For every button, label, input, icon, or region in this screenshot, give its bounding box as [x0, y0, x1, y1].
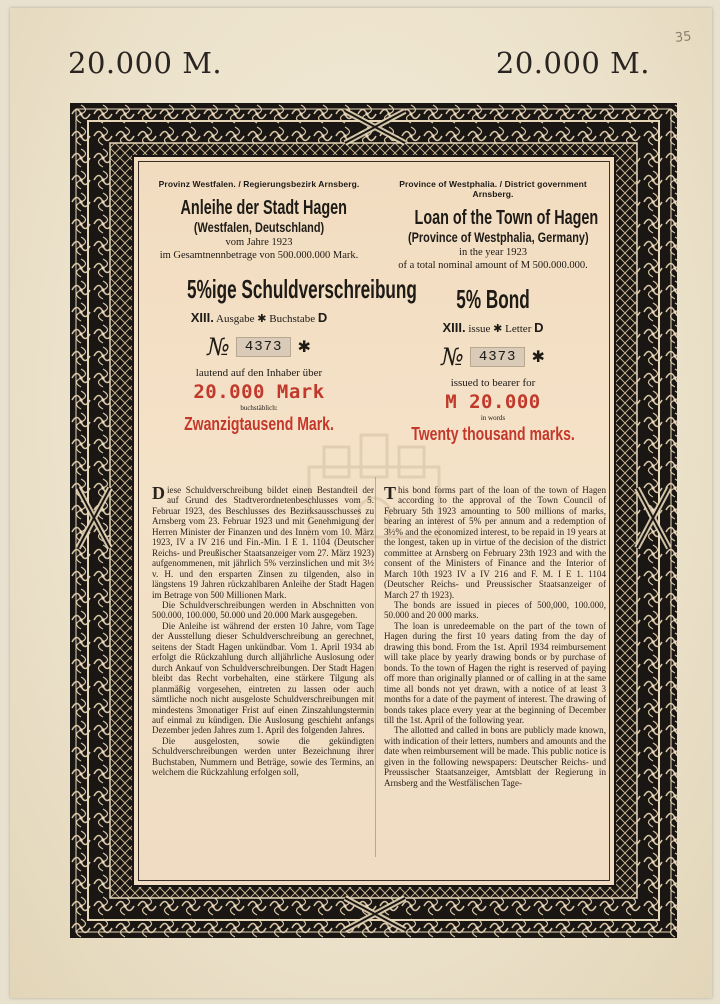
english-header — [384, 179, 602, 445]
total-amount-line: im Gesamtnennbetrage von 500.000.000 Mark. — [159, 250, 359, 261]
star-icon: ✱ — [297, 339, 311, 356]
terms-paragraph: The allotted and called in bons are publicly made known, with indication of their letters, numbers and amounts and the date when reimbursement will be made. This public notice is given in the following newspapers: Deutscher Reichs- und Preussischer Staatsanzeiger, Amtsblatt der Regierung in Arnsberg and the Westfälischen Tage- — [384, 725, 606, 788]
drop-cap: D — [152, 483, 165, 503]
serial-number — [384, 343, 602, 371]
number-sign: № — [441, 343, 464, 371]
letter-value: D — [317, 310, 328, 325]
german-terms — [152, 485, 374, 778]
bond-heading: 5%ige Schuldverschreibung — [187, 274, 417, 304]
german-header — [150, 179, 417, 435]
denomination-left: 20.000 M. — [68, 46, 223, 80]
in-words-label: in words — [480, 414, 506, 422]
issue-label: Ausgabe — [216, 313, 255, 325]
letter-label: Letter — [505, 323, 532, 335]
issue-line — [384, 320, 602, 335]
total-amount-line: of a total nominal amount of M 500.000.000. — [398, 260, 588, 271]
letter-label: Buchstabe — [269, 313, 316, 325]
terms-paragraph: This bond forms part of the loan of the town of Hagen according to the approval of the Town Council of February 5th 1923 amounting to 500 millions of marks, bearing an interest of 5% per annum and a redemption of 3½% and the economized interest, to be repaid in 19 years at the longest, taken up in virtue of the decision of the district committee at Arnsberg on February 23th 1923 and with the consent of the Ministers of Finance and the Interior of March 10th 1923 IV a IV 216 and F. M. I E 1. 1104 (Deutscher Reichs- und Preussischer Staatsanzeiger of March 27 th 1923). — [384, 483, 606, 600]
issue-line — [150, 310, 368, 325]
ornamental-border — [70, 103, 677, 938]
issue-number: XIII. — [190, 310, 214, 325]
number-sign: № — [207, 333, 230, 361]
denomination-right: 20.000 M. — [495, 46, 650, 80]
column-divider — [375, 477, 376, 857]
year-line: vom Jahre 1923 — [225, 237, 293, 248]
issue-label: issue — [468, 323, 491, 335]
terms-paragraph: Die Schuldverschreibungen werden in Abschnitten von 500.000, 100.000, 50.000 und 20.000 Mark ausgegeben. — [152, 599, 374, 621]
bond-certificate — [10, 8, 712, 998]
bearer-line: lautend auf den Inhaber über — [195, 367, 323, 379]
drop-cap: T — [384, 483, 397, 503]
star-icon: ✱ — [257, 313, 267, 325]
terms-paragraph: Die ausgelosten, sowie die gekündigten Schuldverschreibungen werden unter Bezeichnung ihrer Buchstaben, Nummern und Beträge, sowie des Termins, an welchem die Rückzahlung erfolgen soll, — [152, 735, 374, 778]
amount-figure: 20.000 Mark — [193, 381, 325, 403]
serial-number-value: 4373 — [470, 347, 526, 367]
bond-heading: 5% Bond — [456, 284, 530, 314]
amount-in-words: Zwanzigtausend Mark. — [184, 414, 334, 434]
terms-paragraph: Die Anleihe ist während der ersten 10 Jahre, vom Tage der Ausstellung dieser Schuldverschreibung an gerechnet, seitens der Stadt Hagen unkündbar. Vom 1. April 1934 ab erfolgt die Rückzahlung durch alljährliche Auslosung oder durch Ankauf von Schuldverschreibungen. Der Stadt Hagen bleibt das Recht vorbehalten, eine stärkere Tilgung als planmäßig vorgesehen, eintreten zu lassen oder auch sämtliche noch nicht ausgeloste Schuldverschreibungen mit mindestens 3monatiger Frist auf einen Zinszahlungstermin auf einmal zu kündigen. Die Auslosung geschieht anfangs Dezember jeden Jahres zum 1. April des folgenden Jahres. — [152, 620, 374, 736]
loan-title: Loan of the Town of Hagen — [414, 207, 599, 229]
in-words-label: buchstäblich: — [240, 404, 278, 412]
loan-title: Anleihe der Stadt Hagen — [180, 197, 347, 219]
terms-paragraph: Diese Schuldverschreibung bildet einen Bestandteil der auf Grund des Stadtverordnetenbeschlusses vom 5. Februar 1923, des Beschlusses des Bezirksausschusses zu Arnsberg vom 23. Februar 1923 und mit Genehmigung der Herren Minister der Finanzen und des Innern vom 10. März 1923, IV a IV 216 und Fin.-Min. I E 1. 1104 (Deutscher Reichs- und Preußischer Staatsanzeiger vom 27. März 1923) aufgenommenen, mit jährlich 5% verzinslichen und mit 3½ v. H. und den ersparten Zinsen zu tilgenden, also in längstens 19 Jahren rückzahlbaren Anleihe der Stadt Hagen im Betrage von 500 Millionen Mark. — [152, 483, 374, 600]
amount-figure: M 20.000 — [445, 391, 541, 413]
letter-value: D — [534, 320, 544, 335]
terms-paragraph: The loan is unredeemable on the part of the town of Hagen during the first 10 years dating from the day of drawing this bond. From the 1st. April 1934 reimbursement will take place by yearly drawing bonds or by purchase of bonds. To the town of Hagen the right is reserved of paying off more than originally planned or of calling in at the same time all bonds not yet drawn, with a notice of at least 3 months for a date of the payment of interest. The drawing of bonds takes place every year at the beginning of December till the 1st. April of the following year. — [384, 620, 606, 725]
province-label: Province of Westphalia. / District government Arnsberg. — [399, 179, 587, 199]
loan-subtitle: (Westfalen, Deutschland) — [193, 219, 325, 235]
star-icon: ✱ — [493, 323, 503, 335]
loan-subtitle: (Province of Westphalia, Germany) — [407, 229, 589, 245]
province-label: Provinz Westfalen. / Regierungsbezirk Arnsberg. — [158, 179, 360, 189]
year-line: in the year 1923 — [459, 247, 527, 258]
bearer-line: issued to bearer for — [450, 377, 536, 389]
star-icon: ✱ — [531, 349, 545, 366]
serial-number — [150, 333, 368, 361]
issue-number: XIII. — [442, 320, 466, 335]
pencil-margin-note: 35 — [674, 29, 693, 46]
serial-number-value: 4373 — [236, 337, 292, 357]
terms-paragraph: The bonds are issued in pieces of 500,000, 100.000, 50.000 and 20 000 marks. — [384, 599, 606, 621]
text-panel — [132, 155, 616, 887]
english-terms — [384, 485, 606, 788]
amount-in-words: Twenty thousand marks. — [411, 424, 575, 444]
